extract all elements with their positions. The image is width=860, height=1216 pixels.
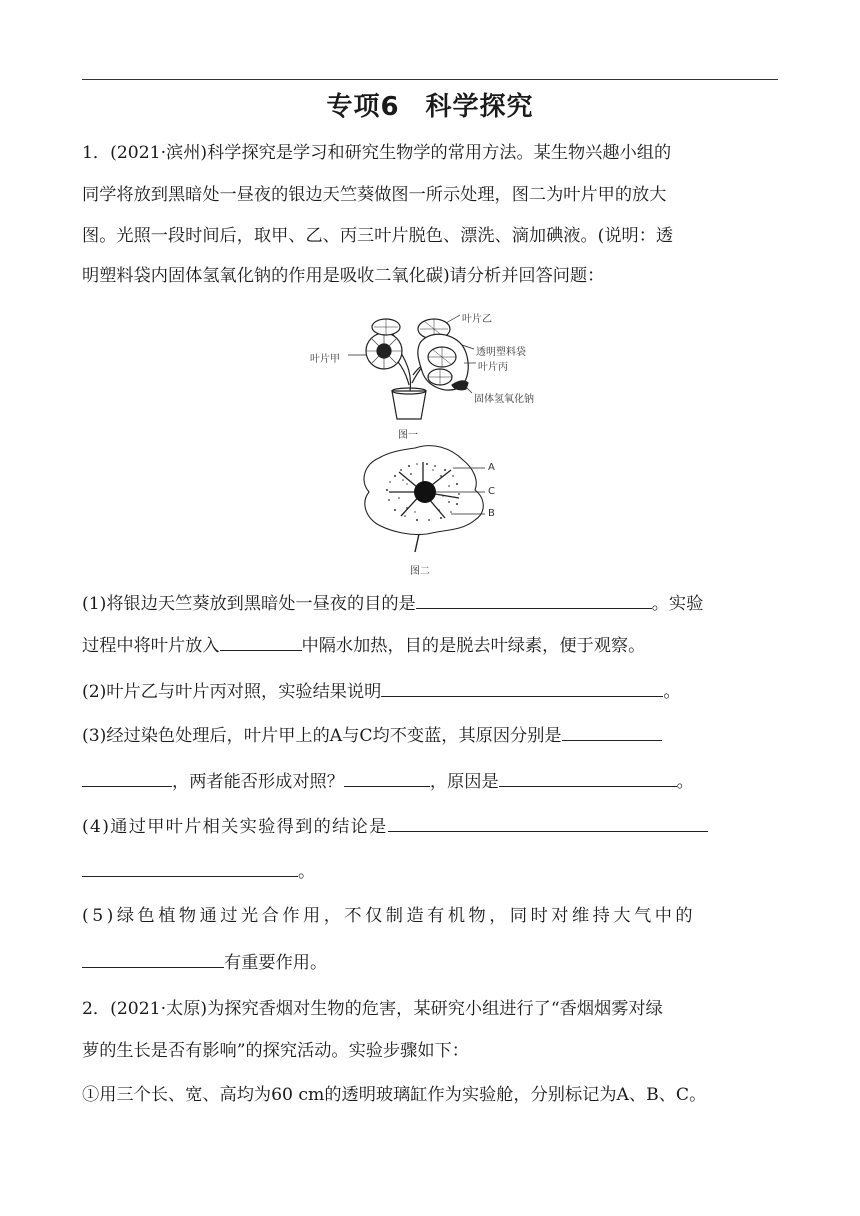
answer-blank[interactable]	[381, 680, 663, 697]
answer-blank[interactable]	[388, 815, 708, 832]
fig1-label-leaf-yi: 叶片乙	[462, 314, 492, 325]
answer-blank[interactable]	[562, 724, 662, 741]
q2-stem-line-2: 萝的生长是否有影响”的探究活动。实验步骤如下：	[82, 1041, 469, 1061]
q1-stem-line-4: 明塑料袋内固体氢氧化钠的作用是吸收二氧化碳)请分析并回答问题：	[82, 266, 605, 286]
q1-stem-line-3: 图。光照一段时间后，取甲、乙、丙三叶片脱色、漂洗、滴加碘液。(说明：透	[82, 226, 674, 246]
answer-blank[interactable]	[82, 770, 172, 787]
q1-sub1-line-2: 过程中将叶片放入 中隔水加热，目的是脱去叶绿素，便于观察。	[82, 636, 646, 656]
q1-sub3-line-1: (3)经过染色处理后，叶片甲上的A与C均不变蓝，其原因分别是	[82, 724, 782, 747]
q1-sub1-line-1: (1)将银边天竺葵放到黑暗处一昼夜的目的是 。实验	[82, 594, 704, 614]
q1-sub5-line-1: (5)绿色植物通过光合作用，不仅制造有机物，同时对维持大气中的	[82, 906, 697, 926]
title-section-name: 科学探究	[425, 92, 534, 122]
q2-stem-line-1: 2．(2021·太原)为探究香烟对生物的危害，某研究小组进行了“香烟烟雾对绿	[82, 999, 663, 1019]
q1-stem-line-1: 1．(2021·滨州)科学探究是学习和研究生物学的常用方法。某生物兴趣小组的	[82, 143, 672, 163]
figure-2-leaf	[355, 440, 505, 560]
q1-sub4-line-2: 。	[82, 860, 782, 883]
answer-blank[interactable]	[82, 860, 298, 877]
fig1-label-plastic-bag: 透明塑料袋	[476, 347, 526, 358]
fig1-label-naoh: 固体氢氧化钠	[474, 394, 534, 405]
answer-blank[interactable]	[82, 951, 224, 968]
title-section-number: 专项6	[326, 92, 400, 122]
fig2-label-b: B	[488, 508, 495, 519]
figure-1-caption: 图一	[398, 430, 418, 441]
answer-blank[interactable]	[499, 770, 677, 787]
answer-blank[interactable]	[344, 770, 430, 787]
q2-step-1: ①用三个长、宽、高均为60 cm的透明玻璃缸作为实验舱，分别标记为A、B、C。	[82, 1085, 707, 1105]
top-rule	[82, 79, 778, 80]
q1-sub4-line-1: (4)通过甲叶片相关实验得到的结论是	[82, 815, 782, 838]
figure-1-plant	[300, 305, 560, 425]
q1-sub5-line-2: 有重要作用。	[82, 951, 782, 974]
page-title	[0, 86, 860, 123]
q1-sub2: (2)叶片乙与叶片丙对照，实验结果说明 。	[82, 682, 681, 702]
q1-sub3-line-2: ，两者能否形成对照？ ，原因是 。	[82, 770, 782, 793]
figure-2-caption: 图二	[410, 566, 430, 577]
fig2-label-c: C	[488, 486, 495, 497]
fig2-label-a: A	[488, 462, 495, 473]
answer-blank[interactable]	[220, 634, 302, 651]
q1-stem-line-2: 同学将放到黑暗处一昼夜的银边天竺葵做图一所示处理，图二为叶片甲的放大	[82, 185, 667, 205]
fig1-label-leaf-jia: 叶片甲	[310, 354, 340, 365]
fig1-label-leaf-bing: 叶片丙	[478, 362, 508, 373]
answer-blank[interactable]	[416, 592, 652, 609]
